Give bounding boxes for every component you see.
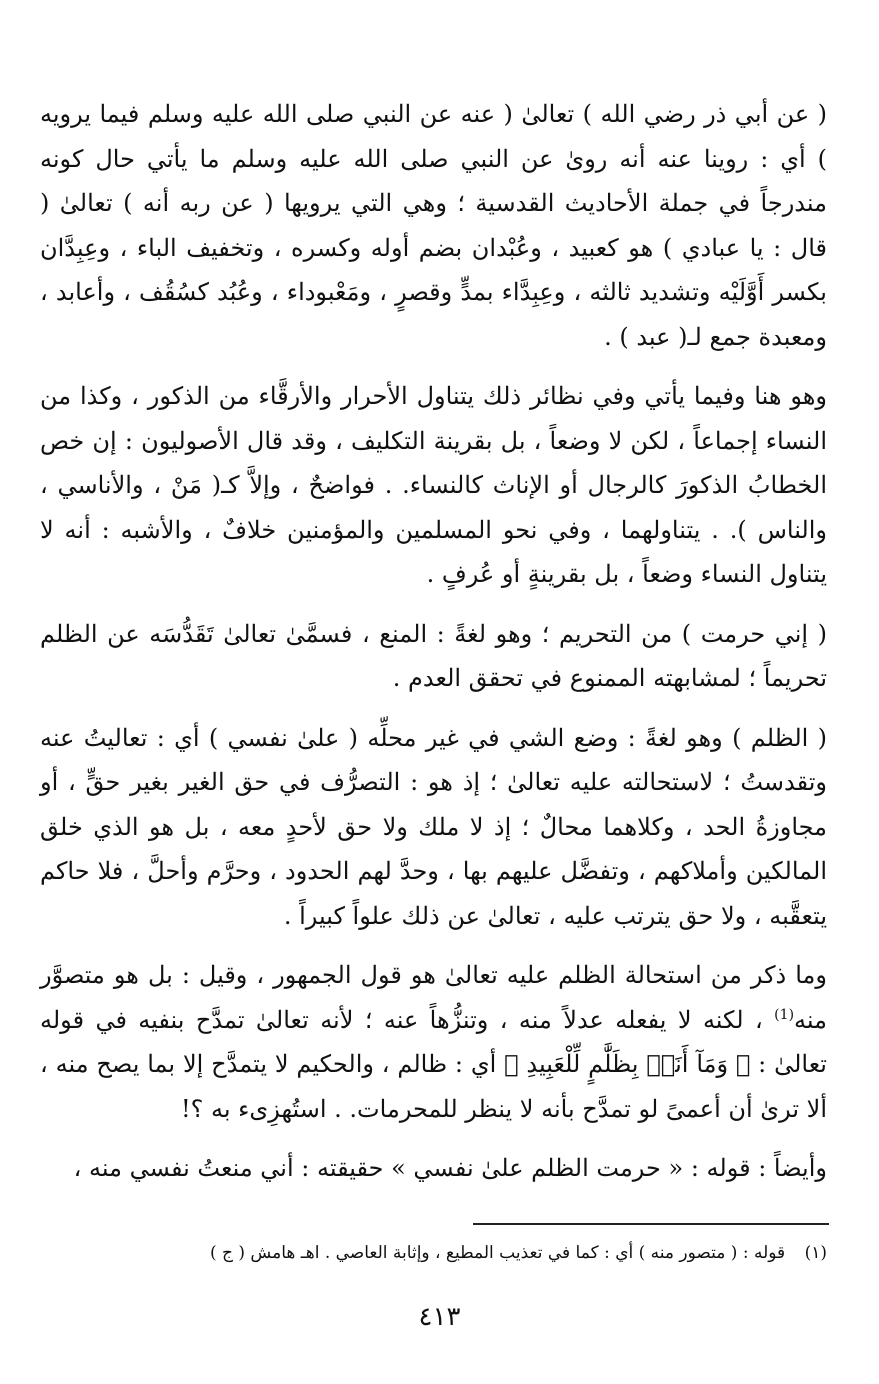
paragraph-3: ( إني حرمت ) من التحريم ؛ وهو لغةً : المنع ، فسمَّىٰ تعالىٰ تَقَدُّسَه عن الظلم تحريماً ؛ لمشابهته الممنوع في تحقق العدم . xyxy=(40,619,827,692)
footnote-text: قوله : ( متصور منه ) أي : كما في تعذيب المطيع ، وإثابة العاصي . اهـ هامش ( ج ) xyxy=(209,1243,786,1263)
paragraph-1: ( عن أبي ذر رضي الله ) تعالىٰ ( عنه عن النبي صلى الله عليه وسلم فيما يرويه ) أي : روينا عنه أنه روىٰ عن النبي صلى الله عليه وسلم ما يأتي حال كونه مندرجاً في جملة الأحاديث القدسية ؛ وهي التي يرويها ( عن ربه أنه ) تعالىٰ ( قال : يا عبادي ) هو كعبيد ، وعُبْدان بضم أوله وكسره ، وتخفيف الباء ، وعِبِدَّان بكسر أَوَّلَيْه وتشديد ثالثه ، وعِبِدَّاء بمدٍّ وقصرٍ ، ومَعْبوداء ، وعُبُد كسُقُف ، وأعابد ، ومعبدة جمع لـ( عبد ) . xyxy=(40,100,827,351)
paragraph-5-part-2: ، لكنه لا يفعله عدلاً منه ، وتنزُّهاً عنه ؛ لأنه تعالىٰ تمدَّح بنفيه في قوله تعالىٰ : ﴿ وَمَآ أَنَا۠ بِظَلَّٰمٍ لِّلْعَبِيدِ ﴾ أي : ظالم ، والحكيم لا يتمدَّح إلا بما يصح منه ، ألا ترىٰ أن أعمىً لو تمدَّح بأنه لا ينظر للمحرمات. . استُهزِىء به ؟! xyxy=(40,1005,827,1123)
page-number: ٤١٣ xyxy=(418,1302,461,1332)
footnote-divider xyxy=(473,1223,829,1225)
footnote-reference: (1) xyxy=(774,1006,795,1023)
footnote-number: (١) xyxy=(804,1243,827,1263)
footnote xyxy=(40,1240,827,1266)
paragraph-5-part-1: وما ذكر من استحالة الظلم عليه تعالىٰ هو قول الجمهور ، وقيل : بل هو متصوَّر منه xyxy=(40,961,828,1034)
paragraph-2: وهو هنا وفيما يأتي وفي نظائر ذلك يتناول الأحرار والأرقَّاء من الذكور ، وكذا من النساء إجماعاً ، لكن لا وضعاً ، بل بقرينة التكليف ، وقد قال الأصوليون : إن خص الخطابُ الذكورَ كالرجال أو الإناث كالنساء. . فواضحٌ ، وإلاَّ كـ( مَنْ ، والأناسي ، والناس ). . يتناولهما ، وفي نحو المسلمين والمؤمنين خلافٌ ، والأشبه : أنه لا يتناول النساء وضعاً ، بل بقرينةٍ أو عُرفٍ . xyxy=(40,382,828,588)
paragraph-5 xyxy=(40,953,827,1131)
paragraph-6: وأيضاً : قوله : « حرمت الظلم علىٰ نفسي » حقيقته : أني منعتُ نفسي منه ، xyxy=(73,1154,827,1182)
paragraph-4: ( الظلم ) وهو لغةً : وضع الشي في غير محلِّه ( علىٰ نفسي ) أي : تعاليتُ عنه وتقدستُ ؛ لاستحالته عليه تعالىٰ ؛ إذ هو : التصرُّف في حق الغير بغير حقٍّ ، أو مجاوزةُ الحد ، وكلاهما محالٌ ؛ إذ لا ملك ولا حق لأحدٍ معه ، بل هو الذي خلق المالكين وأملاكهم ، وتفضَّل عليهم بها ، وحدَّ لهم الحدود ، وحرَّم وأحلَّ ، فلا حاكم يتعقَّبه ، ولا حق يترتب عليه ، تعالىٰ عن ذلك علواً كبيراً . xyxy=(40,723,827,930)
